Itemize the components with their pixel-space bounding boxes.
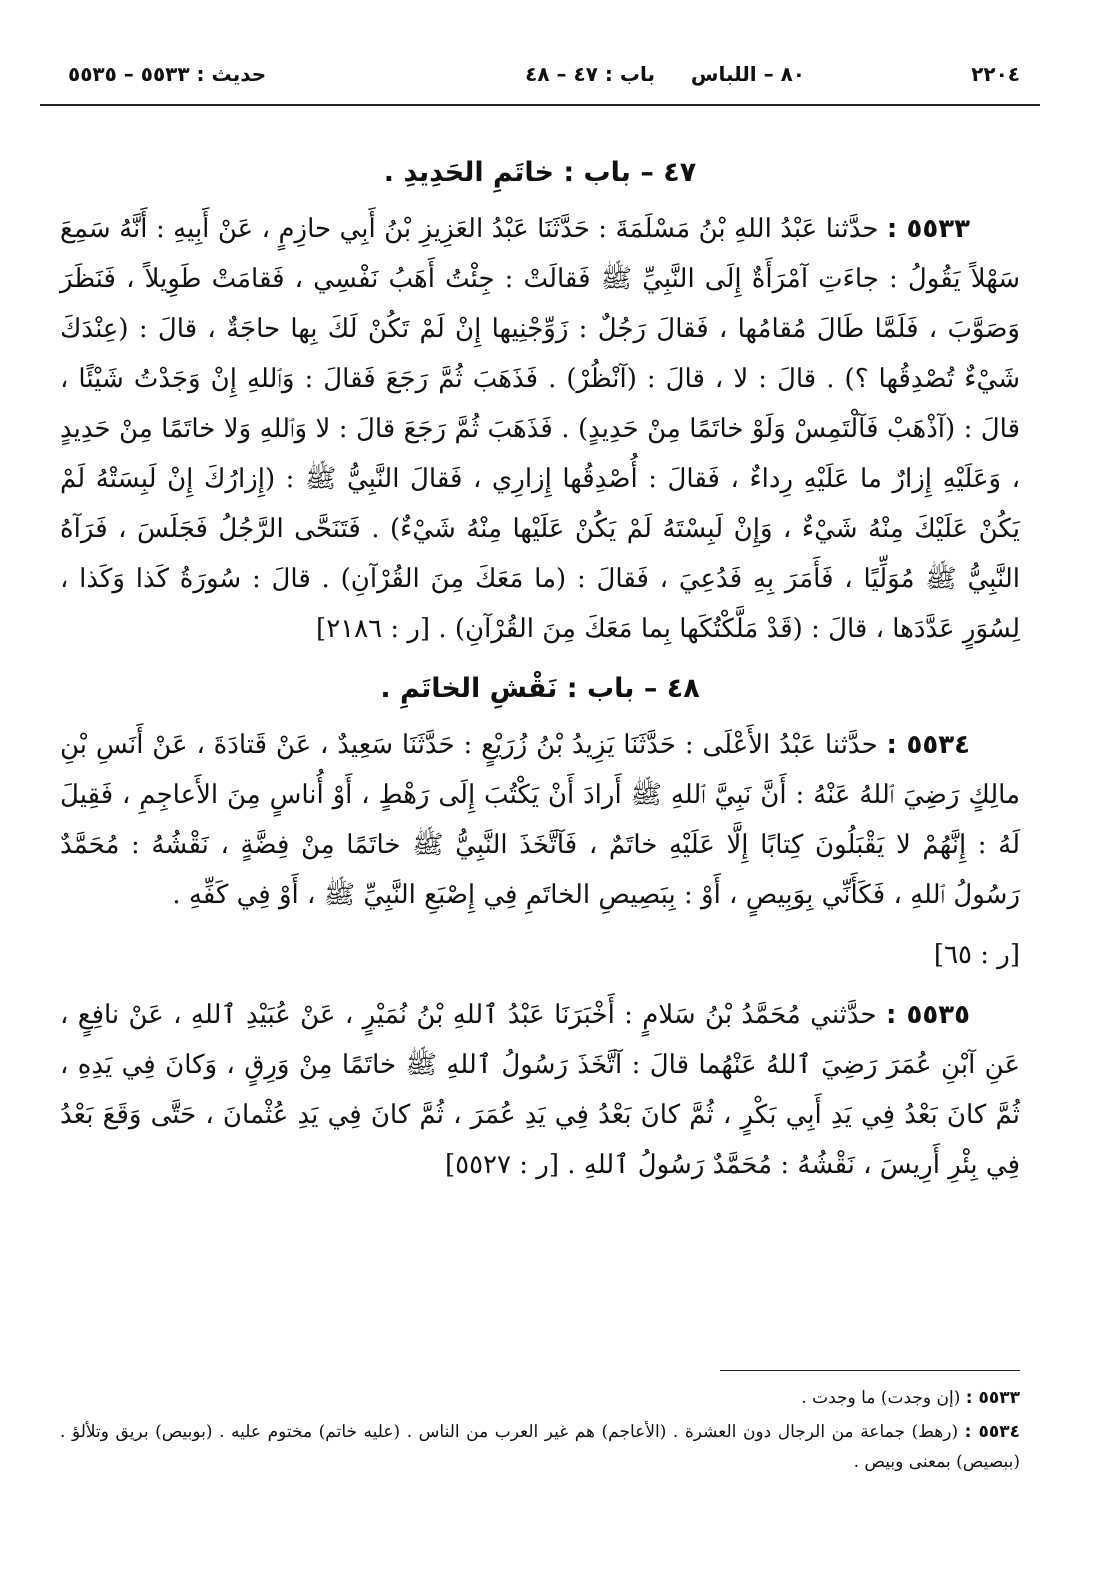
cross-reference: [ر : ٢١٨٦] — [316, 614, 431, 644]
book-page — [40, 40, 1040, 1550]
cross-reference: [ر : ٦٥] — [933, 940, 1020, 970]
reference-line — [60, 930, 1020, 980]
main-text — [60, 148, 1020, 1200]
hadith-number: ٥٥٣٥ : — [885, 1000, 971, 1030]
footnote-text: (رهط) جماعة من الرجال دون العشرة . (الأعاجم) هم غير العرب من الناس . (عليه خاتم) مختوم عليه . (بوبيص) بريق وتلألؤ . (ببصيص) بمعنى وبيص . — [60, 1422, 1020, 1472]
section-heading: ٤٧ – باب : خاتَمِ الحَدِيدِ . — [383, 157, 697, 188]
footnotes — [60, 1370, 1020, 1481]
bab-range: باب : ٤٧ – ٤٨ — [525, 62, 655, 86]
hadith-range: حديث : ٥٥٣٣ – ٥٥٣٥ — [68, 62, 267, 86]
footnote-divider — [720, 1370, 1020, 1371]
page-number: ٢٢٠٤ — [971, 62, 1020, 86]
footnote — [60, 1417, 1020, 1477]
hadith-5533 — [60, 204, 1020, 654]
hadith-number: ٥٥٣٤ : — [886, 730, 971, 760]
footnote-number: ٥٥٣٣ : — [965, 1388, 1020, 1408]
footnote-number: ٥٥٣٤ : — [964, 1422, 1020, 1442]
hadith-text: حدَّثني مُحَمَّدُ بْنُ سَلامٍ : أَخْبَرَنَا عَبْدُ ٱللهِ بْنُ نُمَيْرٍ ، عَنْ عُبَيْدِ ٱللهِ ، عَنْ نافِعٍ ، عَنِ آبْنِ عُمَرَ رَضِيَ ٱللهُ عَنْهُما قالَ : آتَّخَذَ رَسُولُ ٱللهِ ﷺ خاتَمًا مِنْ وَرِقٍ ، وَكانَ فِي يَدِهِ ، ثُمَّ كانَ بَعْدُ فِي يَدِ أَبِي بَكْرٍ ، ثُمَّ كانَ بَعْدُ فِي يَدِ عُمَرَ ، ثُمَّ كانَ فِي يَدِ عُثْمانَ ، حَتَّى وَقَعَ بَعْدُ فِي بِئْرِ أَرِيسَ ، نَقْشُهُ : مُحَمَّدٌ رَسُولُ ٱللهِ . — [60, 1000, 1020, 1180]
cross-reference: [ر : ٥٥٢٧] — [444, 1150, 559, 1180]
footnote — [60, 1383, 1020, 1413]
hadith-5534 — [60, 720, 1020, 920]
hadith-text: حدَّثنا عَبْدُ اللهِ بْنُ مَسْلَمَةَ : حَدَّثَنَا عَبْدُ العَزِيزِ بْنُ أَبِي حازِمٍ ، عَنْ أَبِيهِ : أَنَّهُ سَمِعَ سَهْلاً يَقُولُ : جاءَتِ آمْرَأَةٌ إِلَى النَّبِيِّ ﷺ فَقالَتْ : جِئْتُ أَهَبُ نَفْسِي ، فَقامَتْ طَوِيلاً ، فَنَظَرَ وَصَوَّبَ ، فَلَمَّا طَالَ مُقامُها ، فَقالَ رَجُلٌ : زَوِّجْنِيها إِنْ لَمْ تَكُنْ لَكَ بِها حاجَةٌ ، قالَ : (عِنْدَكَ شَيْءٌ تُصْدِقُها ؟) . قالَ : لا ، قالَ : (آنْظُرْ) . فَذَهَبَ ثُمَّ رَجَعَ فَقالَ : وَٱللهِ إِنْ وَجَدْتُ شَيْئًا ، قالَ : (آذْهَبْ فَآلْتَمِسْ وَلَوْ خاتَمًا مِنْ حَدِيدٍ) . فَذَهَبَ ثُمَّ رَجَعَ قالَ : لا وَٱللهِ وَلا خاتَمًا مِنْ حَدِيدٍ ، وَعَلَيْهِ إِزارٌ ما عَلَيْهِ رِداءٌ ، فَقالَ : أُصْدِقُها إِزارِي ، فَقالَ النَّبِيُّ ﷺ : (إِزارُكَ إِنْ لَبِسَتْهُ لَمْ يَكُنْ عَلَيْكَ مِنْهُ شَيْءٌ ، وَإِنْ لَبِسْتَهُ لَمْ يَكُنْ عَلَيْها مِنْهُ شَيْءٌ) . فَتَنَحَّى الرَّجُلُ فَجَلَسَ ، فَرَآهُ النَّبِيُّ ﷺ مُوَلِّيًا ، فَأَمَرَ بِهِ فَدُعِيَ ، فَقالَ : (ما مَعَكَ مِنَ القُرْآنِ) . قالَ : سُورَةُ كَذا وَكَذا ، لِسُوَرٍ عَدَّدَها ، قالَ : (قَدْ مَلَّكْتُكَها بِما مَعَكَ مِنَ القُرْآنِ) . — [60, 214, 1020, 644]
running-header — [40, 56, 1040, 96]
footnote-text: (إن وجدت) ما وجدت . — [801, 1388, 961, 1408]
section-heading: ٤٨ – باب : نَقْشِ الخاتَمِ . — [380, 673, 700, 704]
hadith-5535 — [60, 990, 1020, 1190]
hadith-text: حدَّثنا عَبْدُ الأَعْلَى : حَدَّثَنَا يَزِيدُ بْنُ زُرَيْعٍ : حَدَّثَنَا سَعِيدٌ ، عَنْ قَتادَةَ ، عَنْ أَنَسِ بْنِ مالِكٍ رَضِيَ ٱللهُ عَنْهُ : أَنَّ نَبِيَّ ٱللهِ ﷺ أَرادَ أَنْ يَكْتُبَ إِلَى رَهْطٍ ، أَوْ أُناسٍ مِنَ الأَعاجِمِ ، فَقِيلَ لَهُ : إِنَّهُمْ لا يَقْبَلُونَ كِتابًا إِلَّا عَلَيْهِ خاتَمٌ ، فَآتَّخَذَ النَّبِيُّ ﷺ خاتَمًا مِنْ فِضَّةٍ ، نَقْشُهُ : مُحَمَّدٌ رَسُولُ ٱللهِ ، فَكَأَنِّي بِوَبِيصٍ ، أَوْ : بِبَصِيصِ الخاتَمِ فِي إِصْبَعِ النَّبِيِّ ﷺ ، أَوْ فِي كَفِّهِ . — [60, 730, 1020, 910]
hadith-number: ٥٥٣٣ : — [886, 214, 971, 244]
header-divider — [40, 104, 1040, 106]
chapter-title: ٨٠ – اللباس — [690, 62, 805, 86]
